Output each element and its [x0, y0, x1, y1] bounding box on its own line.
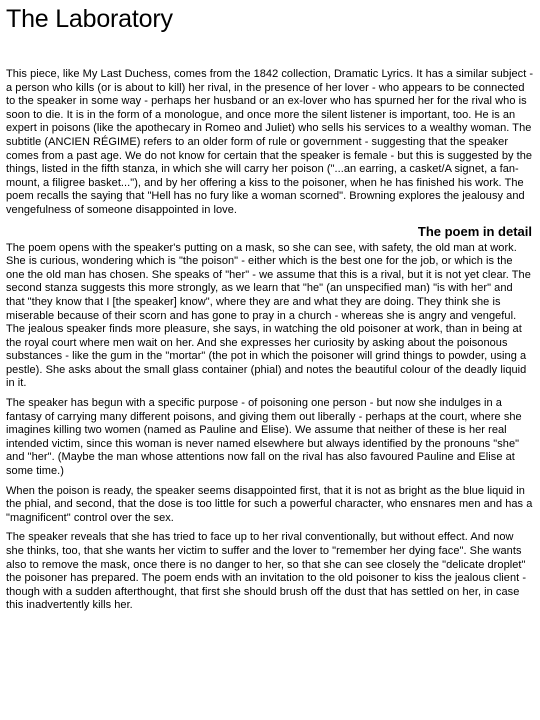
body-paragraph-1: The poem opens with the speaker's putting on a mask, so she can see, with safety, the old man at work. She is curious, wondering which is "the poison" - either which is the best one for the job, or which is the one the old man has chosen. She speaks of "her" - we assume that this is a rival, but it is not yet clear. The second stanza suggests this more strongly, as we learn that "he" (an unspecified man) "is with her" and that "they know that I [the speaker] know", where they are and what they are doing. They think she is miserable because of their scorn and has gone to pray in a church - whereas she is angry and vengeful. The jealous speaker finds more pleasure, she says, in watching the old poisoner at work, than in being at the royal court where men wait on her. And she expresses her curiosity by asking about the poisonous substances - like the gum in the "mortar" (the pot in which the poisoner will grind things to powder, using a pestle). She asks about the small glass container (phial) and notes the beautiful colour of the deadly liquid in it. — [6, 241, 531, 390]
body-paragraph-4: The speaker reveals that she has tried to face up to her rival conventionally, but without effect. And now she thinks, too, that she wants her victim to suffer and the lover to "remember her dying face". She wants also to remove the mask, once there is no danger to her, so that she can see closely the "delicate droplet" the poisoner has prepared. The poem ends with an invitation to the old poisoner to kiss the jealous client - though with a sudden afterthought, that first she should brush off the dust that has settled on her, in case this inadvertently kills her. — [6, 531, 527, 612]
body-paragraph-2: The speaker has begun with a specific purpose - of poisoning one person - but now she indulges in a fantasy of carrying many different poisons, and giving them out liberally - perhaps at the court, where she imagines killing two women (named as Pauline and Elise). We assume that neither of these is her real intended victim, since this woman is never named elsewhere but always identified by the pronouns "she" and "her". (Maybe the man whose attentions now fall on the rival has also favoured Pauline and Elise at some time.) — [6, 397, 522, 478]
intro-paragraph: This piece, like My Last Duchess, comes from the 1842 collection, Dramatic Lyrics. It has a similar subject - a person who kills (or is about to kill) her rival, in the presence of her lover - who appears to be connected to the speaker in some way - perhaps her husband or an ex-lover who has spurned her for the rival who is soon to die. It is in the form of a monologue, and once more the silent listener is important, too. He is an expert in poisons (like the apothecary in Romeo and Juliet) who sells his services to a wealthy woman. The subtitle (ANCIEN RÉGIME) refers to an older form of rule or government - suggesting that the speaker comes from a past age. We do not know for certain that the speaker is female - but this is suggested by the things, listed in the fifth stanza, in which she will carry her poison ("...an earring, a casket/A signet, a fan-mount, a filigree basket..."), and by her offering a kiss to the poisoner, when he has finished his work. The poem recalls the saying that "Hell has no fury like a woman scorned". Browning explores the jealousy and vengefulness of someone disappointed in love. — [6, 68, 534, 216]
body-paragraph-3: When the poison is ready, the speaker seems disappointed first, that it is not as bright as the blue liquid in the phial, and second, that the dose is too little for such a powerful character, who ensnares men and has a "magnificent" control over the sex. — [6, 484, 533, 524]
section-heading: The poem in detail — [417, 223, 532, 239]
page-title: The Laboratory — [6, 5, 173, 33]
document-page — [6, 4, 534, 613]
